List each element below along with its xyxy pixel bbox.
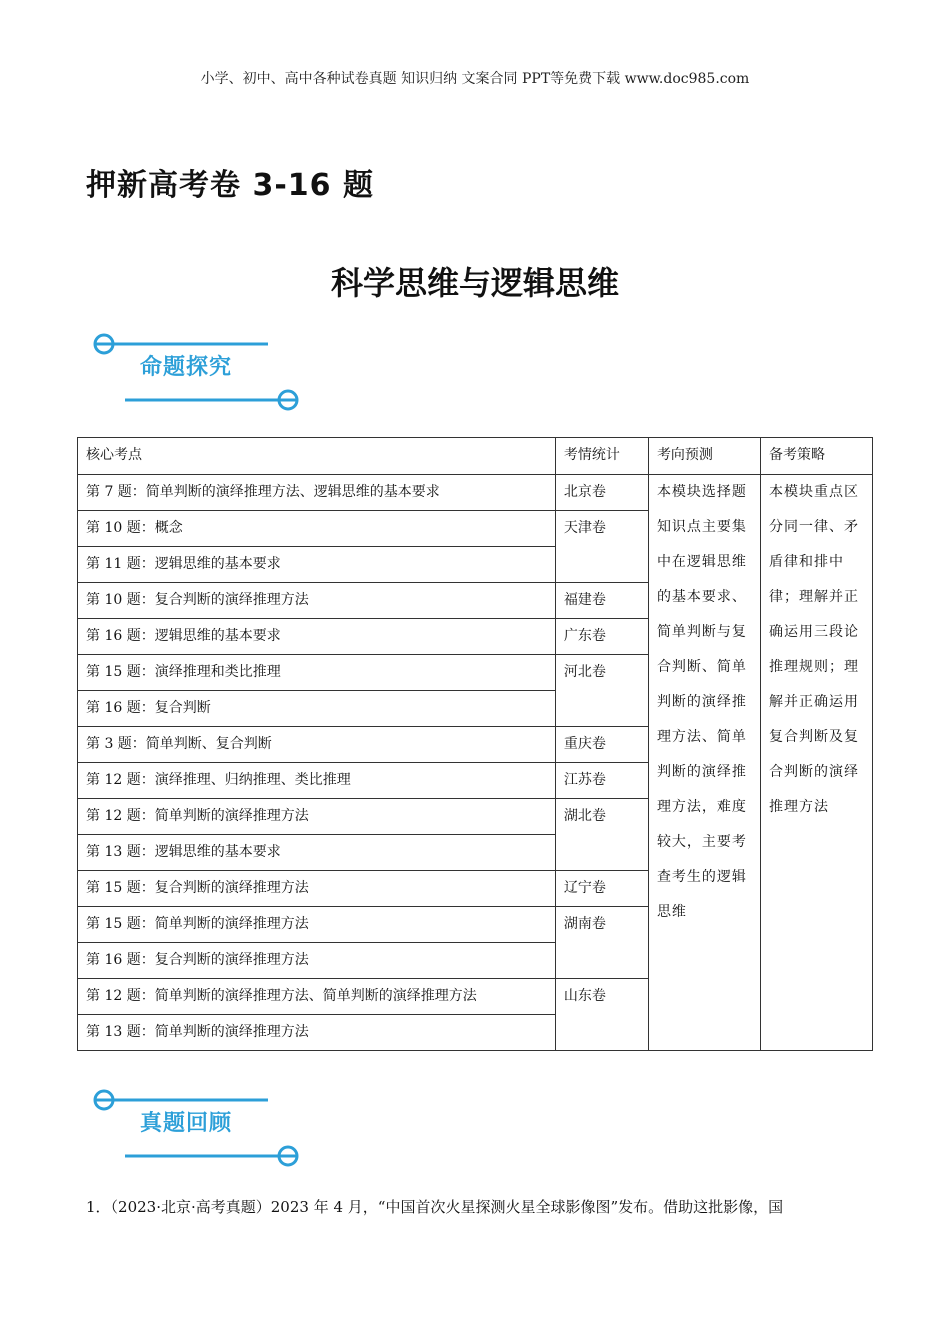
- paper-cell: 河北卷: [555, 655, 648, 727]
- table-row: [78, 475, 873, 511]
- paper-cell: 福建卷: [555, 583, 648, 619]
- topic-cell: 第 15 题：演绎推理和类比推理: [78, 655, 556, 691]
- paper-cell: 北京卷: [555, 475, 648, 511]
- banner-label: 命题探究: [140, 355, 233, 380]
- paper-cell: 江苏卷: [555, 763, 648, 799]
- paper-cell: 湖北卷: [555, 799, 648, 871]
- doc-title: 押新高考卷 3-16 题: [86, 168, 374, 203]
- page-header: 小学、初中、高中各种试卷真题 知识归纳 文案合同 PPT等免费下载 www.doc985.com: [200, 71, 750, 87]
- paper-cell: 广东卷: [555, 619, 648, 655]
- paper-cell: 湖南卷: [555, 907, 648, 979]
- header-paper: 考情统计: [555, 438, 648, 475]
- banner-zhenti: [88, 1084, 308, 1164]
- section-title: 科学思维与逻辑思维: [330, 264, 619, 302]
- prediction-cell: 本模块选择题知识点主要集中在逻辑思维的基本要求、简单判断与复合判断、简单判断的演绎推理方法、简单判断的演绎推理方法，难度较大，主要考查考生的逻辑思维: [648, 475, 760, 1051]
- topic-cell: 第 12 题：演绎推理、归纳推理、类比推理: [78, 763, 556, 799]
- header-strategy: 备考策略: [760, 438, 872, 475]
- topic-cell: 第 10 题：复合判断的演绎推理方法: [78, 583, 556, 619]
- paper-cell: 重庆卷: [555, 727, 648, 763]
- question-1: 1．（2023·北京·高考真题）2023 年 4 月，“中国首次火星探测火星全球影像图”发布。借助这批影像，国: [86, 1198, 784, 1216]
- topic-cell: 第 16 题：逻辑思维的基本要求: [78, 619, 556, 655]
- paper-cell: 天津卷: [555, 511, 648, 583]
- topic-cell: 第 12 题：简单判断的演绎推理方法、简单判断的演绎推理方法: [78, 979, 556, 1015]
- exam-table: [77, 437, 873, 1051]
- topic-cell: 第 16 题：复合判断的演绎推理方法: [78, 943, 556, 979]
- topic-cell: 第 15 题：复合判断的演绎推理方法: [78, 871, 556, 907]
- topic-cell: 第 13 题：简单判断的演绎推理方法: [78, 1015, 556, 1051]
- paper-cell: 辽宁卷: [555, 871, 648, 907]
- banner-mingti: [88, 328, 308, 408]
- topic-cell: 第 3 题：简单判断、复合判断: [78, 727, 556, 763]
- topic-cell: 第 15 题：简单判断的演绎推理方法: [78, 907, 556, 943]
- topic-cell: 第 10 题：概念: [78, 511, 556, 547]
- strategy-cell: 本模块重点区分同一律、矛盾律和排中律；理解并正确运用三段论推理规则；理解并正确运用复合判断及复合判断的演绎推理方法: [760, 475, 872, 1051]
- topic-cell: 第 13 题：逻辑思维的基本要求: [78, 835, 556, 871]
- banner-label: 真题回顾: [140, 1111, 233, 1136]
- header-prediction: 考向预测: [648, 438, 760, 475]
- topic-cell: 第 16 题：复合判断: [78, 691, 556, 727]
- topic-cell: 第 11 题：逻辑思维的基本要求: [78, 547, 556, 583]
- table-header-row: [78, 438, 873, 475]
- topic-cell: 第 12 题：简单判断的演绎推理方法: [78, 799, 556, 835]
- paper-cell: 山东卷: [555, 979, 648, 1051]
- topic-cell: 第 7 题：简单判断的演绎推理方法、逻辑思维的基本要求: [78, 475, 556, 511]
- header-topic: 核心考点: [78, 438, 556, 475]
